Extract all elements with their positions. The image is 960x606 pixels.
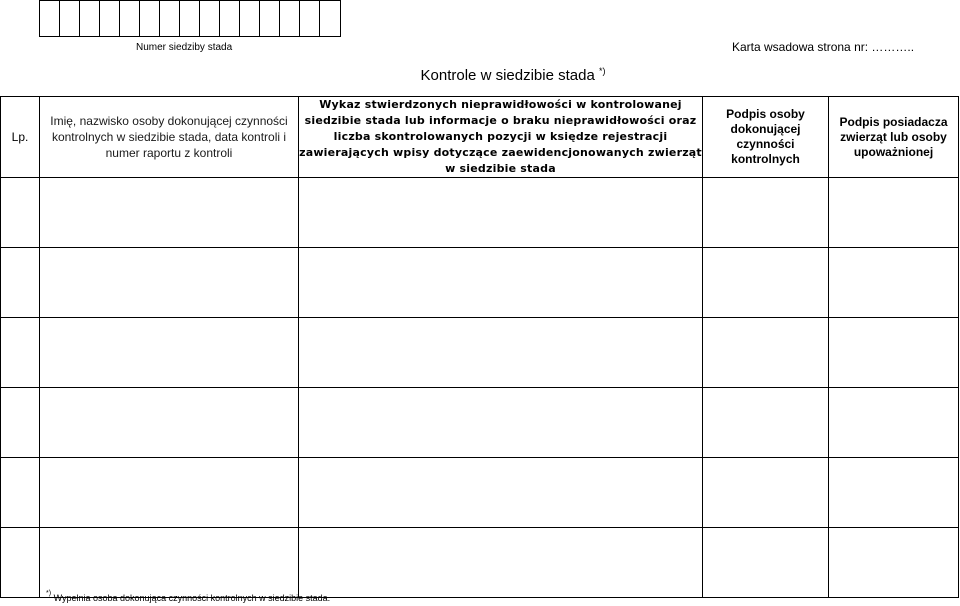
herd-number-boxes[interactable] — [39, 0, 341, 37]
cell-lp[interactable] — [1, 388, 40, 458]
herd-number-digit-box[interactable] — [280, 1, 300, 36]
cell-inspector-signature[interactable] — [703, 178, 829, 248]
table-header-row — [1, 97, 959, 178]
cell-inspector-name[interactable] — [40, 248, 299, 318]
cell-owner-signature[interactable] — [829, 178, 959, 248]
footnote-text: Wypełnia osoba dokonująca czynności kontrolnych w siedzibie stada. — [53, 593, 331, 603]
cell-owner-signature[interactable] — [829, 458, 959, 528]
cell-inspector-signature[interactable] — [703, 248, 829, 318]
cell-owner-signature[interactable] — [829, 528, 959, 598]
herd-number-digit-box[interactable] — [240, 1, 260, 36]
cell-inspector-signature[interactable] — [703, 318, 829, 388]
footnote — [46, 592, 330, 603]
cell-irregularities[interactable] — [299, 388, 703, 458]
title-footnote-marker: *) — [598, 66, 606, 76]
column-header-owner-signature: Podpis posiadacza zwierząt lub osoby upoważnionej — [829, 97, 959, 178]
cell-inspector-name[interactable] — [40, 318, 299, 388]
title-text: Kontrole w siedzibie stada — [420, 67, 595, 84]
herd-number-digit-box[interactable] — [160, 1, 180, 36]
herd-number-digit-box[interactable] — [260, 1, 280, 36]
inspection-table — [0, 96, 959, 598]
table-row — [1, 178, 959, 248]
column-header-inspector-name: Imię, nazwisko osoby dokonującej czynności kontrolnych w siedzibie stada, data kontroli i numer raportu z kontroli — [40, 97, 299, 178]
cell-irregularities[interactable] — [299, 318, 703, 388]
cell-irregularities[interactable] — [299, 248, 703, 318]
cell-owner-signature[interactable] — [829, 388, 959, 458]
cell-inspector-name[interactable] — [40, 178, 299, 248]
herd-number-digit-box[interactable] — [300, 1, 320, 36]
card-page-number-label: Karta wsadowa strona nr: ……….. — [732, 40, 915, 54]
column-header-lp: Lp. — [1, 97, 40, 178]
table-row — [1, 248, 959, 318]
table-row — [1, 388, 959, 458]
cell-inspector-signature[interactable] — [703, 528, 829, 598]
cell-inspector-name[interactable] — [40, 388, 299, 458]
herd-number-digit-box[interactable] — [320, 1, 340, 36]
cell-inspector-name[interactable] — [40, 528, 299, 598]
cell-irregularities[interactable] — [299, 528, 703, 598]
cell-irregularities[interactable] — [299, 178, 703, 248]
herd-number-digit-box[interactable] — [180, 1, 200, 36]
cell-inspector-signature[interactable] — [703, 458, 829, 528]
herd-number-digit-box[interactable] — [60, 1, 80, 36]
herd-number-digit-box[interactable] — [200, 1, 220, 36]
herd-number-digit-box[interactable] — [220, 1, 240, 36]
cell-owner-signature[interactable] — [829, 318, 959, 388]
herd-number-digit-box[interactable] — [120, 1, 140, 36]
cell-lp[interactable] — [1, 458, 40, 528]
herd-number-digit-box[interactable] — [40, 1, 60, 36]
table-row — [1, 318, 959, 388]
column-header-inspector-signature: Podpis osoby dokonującej czynności kontrolnych — [703, 97, 829, 178]
cell-lp[interactable] — [1, 178, 40, 248]
cell-irregularities[interactable] — [299, 458, 703, 528]
cell-lp[interactable] — [1, 248, 40, 318]
herd-number-label: Numer siedziby stada — [136, 42, 233, 53]
column-header-irregularities: Wykaz stwierdzonych nieprawidłowości w kontrolowanej siedzibie stada lub informacje o braku nieprawidłowości oraz liczba skontrolowanych pozycji w księdze rejestracji zawierających wpisy dotyczące zaewidencjonowanych zwierząt w siedzibie stada — [299, 97, 703, 178]
cell-inspector-name[interactable] — [40, 458, 299, 528]
table-row — [1, 528, 959, 598]
cell-lp[interactable] — [1, 528, 40, 598]
herd-number-digit-box[interactable] — [100, 1, 120, 36]
page-title — [0, 66, 960, 84]
herd-number-digit-box[interactable] — [140, 1, 160, 36]
footnote-marker: *) — [46, 590, 52, 597]
cell-owner-signature[interactable] — [829, 248, 959, 318]
table-row — [1, 458, 959, 528]
cell-lp[interactable] — [1, 318, 40, 388]
herd-number-digit-box[interactable] — [80, 1, 100, 36]
cell-inspector-signature[interactable] — [703, 388, 829, 458]
